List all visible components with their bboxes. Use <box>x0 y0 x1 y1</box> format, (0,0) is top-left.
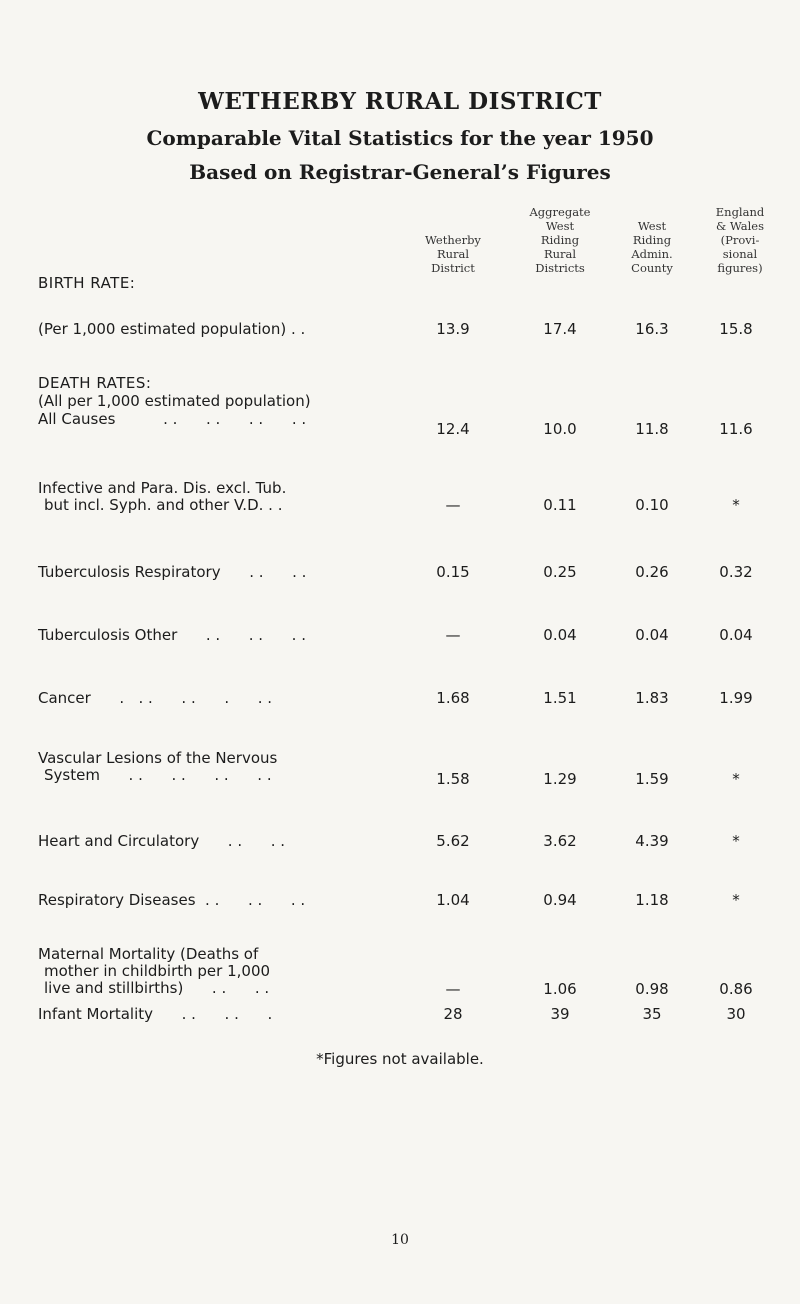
table-cell: 0.15 <box>436 563 470 581</box>
table-cell: 0.04 <box>543 626 577 644</box>
table-cell: 1.83 <box>635 689 669 707</box>
table-cell: 4.39 <box>635 832 669 850</box>
table-cell: 16.3 <box>635 320 669 338</box>
column-header-west-riding-admin: West Riding Admin. County <box>631 219 673 275</box>
table-cell: 11.8 <box>635 420 669 438</box>
row-label-respiratory: Respiratory Diseases . . . . . . <box>38 891 306 909</box>
section-birth-rate: BIRTH RATE: <box>38 274 136 292</box>
table-cell: 1.04 <box>436 891 470 909</box>
table-cell: — <box>445 980 461 998</box>
row-label-all-causes: All Causes . . . . . . . . <box>38 410 307 428</box>
page-title: WETHERBY RURAL DISTRICT <box>198 88 602 115</box>
page-subtitle-2: Based on Registrar-General’s Figures <box>189 160 611 184</box>
row-label-vascular-cont: System . . . . . . . . <box>44 766 272 784</box>
row-label-maternal-cont-2: live and stillbirths) . . . . <box>44 979 270 997</box>
table-cell: — <box>445 626 461 644</box>
table-cell: 0.25 <box>543 563 577 581</box>
table-cell: * <box>732 832 740 850</box>
table-cell: 15.8 <box>719 320 753 338</box>
row-label-birth-rate: (Per 1,000 estimated population) . . <box>38 320 306 338</box>
table-cell: 1.18 <box>635 891 669 909</box>
table-cell: 0.04 <box>719 626 753 644</box>
table-cell: 5.62 <box>436 832 470 850</box>
table-cell: — <box>445 496 461 514</box>
table-cell: 12.4 <box>436 420 470 438</box>
column-header-wetherby: Wetherby Rural District <box>425 233 481 275</box>
column-header-aggregate-west-riding: Aggregate West Riding Rural Districts <box>529 205 591 275</box>
table-cell: 30 <box>726 1005 746 1023</box>
table-cell: 0.11 <box>543 496 577 514</box>
table-cell: * <box>732 891 740 909</box>
table-cell: 1.51 <box>543 689 577 707</box>
table-cell: 0.32 <box>719 563 753 581</box>
table-cell: * <box>732 770 740 788</box>
row-label-infective: Infective and Para. Dis. excl. Tub. <box>38 479 287 497</box>
row-label-tb-other: Tuberculosis Other . . . . . . <box>38 626 306 644</box>
table-cell: 10.0 <box>543 420 577 438</box>
table-cell: 13.9 <box>436 320 470 338</box>
table-cell: 0.94 <box>543 891 577 909</box>
row-label-infective-cont: but incl. Syph. and other V.D. . . <box>44 496 283 514</box>
table-cell: 0.98 <box>635 980 669 998</box>
table-cell: 1.59 <box>635 770 669 788</box>
table-cell: 35 <box>642 1005 662 1023</box>
death-rates-note: (All per 1,000 estimated population) <box>38 392 311 410</box>
table-cell: * <box>732 496 740 514</box>
table-cell: 0.26 <box>635 563 669 581</box>
row-label-vascular: Vascular Lesions of the Nervous <box>38 749 278 767</box>
table-cell: 0.10 <box>635 496 669 514</box>
page-number: 10 <box>391 1232 409 1248</box>
table-cell: 1.29 <box>543 770 577 788</box>
table-cell: 17.4 <box>543 320 577 338</box>
row-label-cancer: Cancer . . . . . . . . <box>38 689 273 707</box>
table-cell: 0.04 <box>635 626 669 644</box>
table-cell: 3.62 <box>543 832 577 850</box>
title-block <box>0 88 800 186</box>
table-cell: 0.86 <box>719 980 753 998</box>
table-cell: 1.68 <box>436 689 470 707</box>
row-label-maternal: Maternal Mortality (Deaths of <box>38 945 259 963</box>
column-header-england-wales: England & Wales (Provi- sional figures) <box>715 205 765 275</box>
table-cell: 1.06 <box>543 980 577 998</box>
section-death-rates: DEATH RATES: <box>38 374 152 392</box>
table-cell: 39 <box>550 1005 570 1023</box>
row-label-maternal-cont: mother in childbirth per 1,000 <box>44 962 271 980</box>
row-label-tb-respiratory: Tuberculosis Respiratory . . . . <box>38 563 307 581</box>
table-cell: 1.99 <box>719 689 753 707</box>
table-cell: 11.6 <box>719 420 753 438</box>
row-label-heart: Heart and Circulatory . . . . <box>38 832 286 850</box>
page-subtitle: Comparable Vital Statistics for the year 1950 <box>146 126 654 150</box>
footnote: *Figures not available. <box>316 1050 484 1068</box>
table-cell: 1.58 <box>436 770 470 788</box>
table-cell: 28 <box>443 1005 463 1023</box>
row-label-infant: Infant Mortality . . . . . <box>38 1005 273 1023</box>
